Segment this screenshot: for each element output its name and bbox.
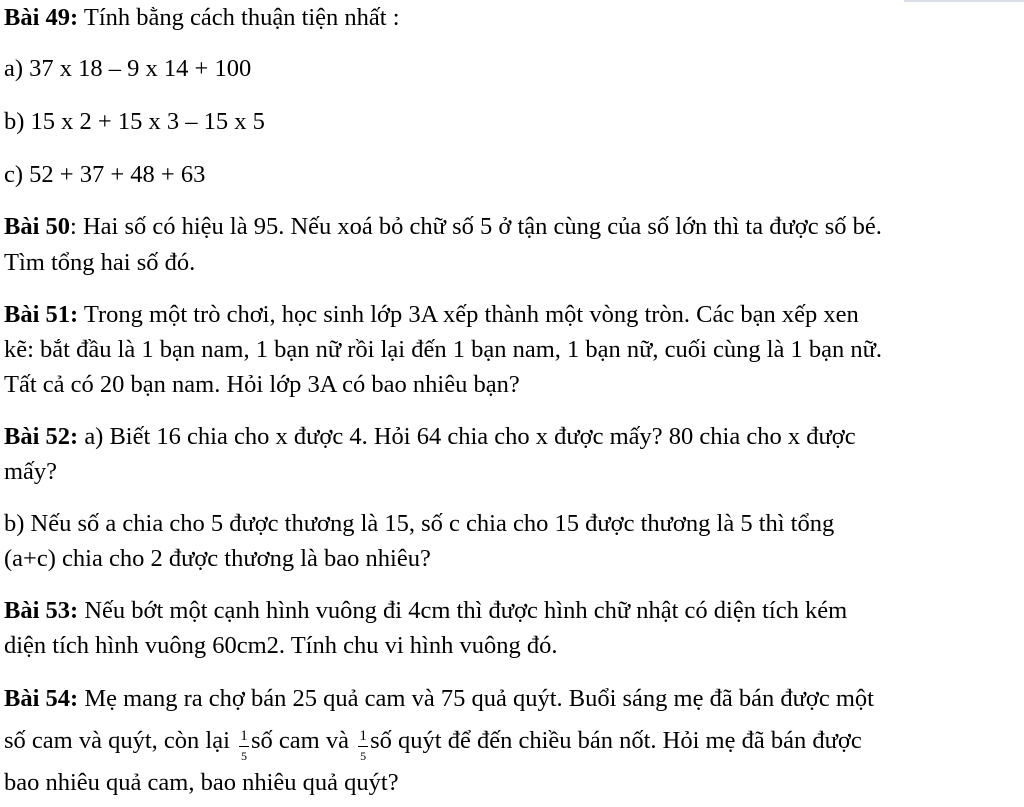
problem-54-line-2	[4, 726, 862, 763]
problem-51-label: Bài 51:	[4, 301, 79, 328]
problem-54-line-3: bao nhiêu quả cam, bao nhiêu quả quýt?	[4, 769, 399, 796]
top-edge-bar	[904, 0, 1024, 2]
problem-54-text-2c: số quýt để đến chiều bán nốt. Hỏi mẹ đã bán được	[370, 727, 862, 754]
fraction-1-denominator: 5	[241, 749, 248, 763]
problem-50-text-1: : Hai số có hiệu là 95. Nếu xoá bỏ chữ số 5 ở tận cùng của số lớn thì ta được số bé.	[70, 213, 882, 240]
problem-51-text-1: Trong một trò chơi, học sinh lớp 3A xếp thành một vòng tròn. Các bạn xếp xen	[78, 301, 859, 328]
problem-53-line-1	[4, 596, 847, 626]
problem-52-label: Bài 52:	[4, 423, 79, 450]
problem-54-label: Bài 54:	[4, 685, 79, 712]
fraction-one-fifth-cam	[239, 726, 249, 763]
problem-52-text-1: a) Biết 16 chia cho x được 4. Hỏi 64 chia cho x được mấy? 80 chia cho x được	[78, 423, 856, 450]
fraction-one-fifth-quyt	[358, 726, 368, 763]
problem-49-text: Tính bằng cách thuận tiện nhất :	[78, 4, 400, 31]
problem-53-label: Bài 53:	[4, 597, 79, 624]
problem-53-line-2: diện tích hình vuông 60cm2. Tính chu vi hình vuông đó.	[4, 632, 558, 659]
fraction-2-bar	[358, 746, 368, 747]
problem-49-heading	[4, 3, 400, 33]
problem-52-b-line-1: b) Nếu số a chia cho 5 được thương là 15, số c chia cho 15 được thương là 5 thì tổng	[4, 510, 835, 537]
problem-53-text-1: Nếu bớt một cạnh hình vuông đi 4cm thì được hình chữ nhật có diện tích kém	[78, 597, 848, 624]
problem-51-line-3: Tất cả có 20 bạn nam. Hỏi lớp 3A có bao nhiêu bạn?	[4, 371, 520, 398]
problem-50-label: Bài 50	[4, 213, 71, 240]
fraction-2-numerator: 1	[359, 728, 367, 744]
problem-51-line-2: kẽ: bắt đầu là 1 bạn nam, 1 bạn nữ rồi lại đến 1 bạn nam, 1 bạn nữ, cuối cùng là 1 bạn nữ.	[4, 336, 883, 363]
problem-52-line-2: mấy?	[4, 458, 58, 485]
problem-50-line-1	[4, 212, 882, 242]
problem-54-text-2b: số cam và	[251, 727, 356, 754]
problem-52-b-line-2: (a+c) chia cho 2 được thương là bao nhiêu?	[4, 545, 431, 572]
problem-54-text-1: Mẹ mang ra chợ bán 25 quả cam và 75 quả quýt. Buổi sáng mẹ đã bán được một	[78, 685, 874, 712]
problem-52-line-1	[4, 422, 856, 452]
problem-50-line-2: Tìm tổng hai số đó.	[4, 249, 196, 276]
fraction-2-denominator: 5	[360, 749, 367, 763]
problem-49-b: b) 15 x 2 + 15 x 3 – 15 x 5	[4, 108, 265, 135]
problem-49-label: Bài 49:	[4, 4, 79, 31]
fraction-1-numerator: 1	[240, 728, 248, 744]
problem-49-c: c) 52 + 37 + 48 + 63	[4, 161, 206, 188]
problem-51-line-1	[4, 300, 859, 330]
problem-49-a: a) 37 x 18 – 9 x 14 + 100	[4, 55, 252, 82]
fraction-1-bar	[239, 746, 249, 747]
problem-54-text-2a: số cam và quýt, còn lại	[4, 727, 237, 754]
problem-54-line-1	[4, 684, 874, 714]
